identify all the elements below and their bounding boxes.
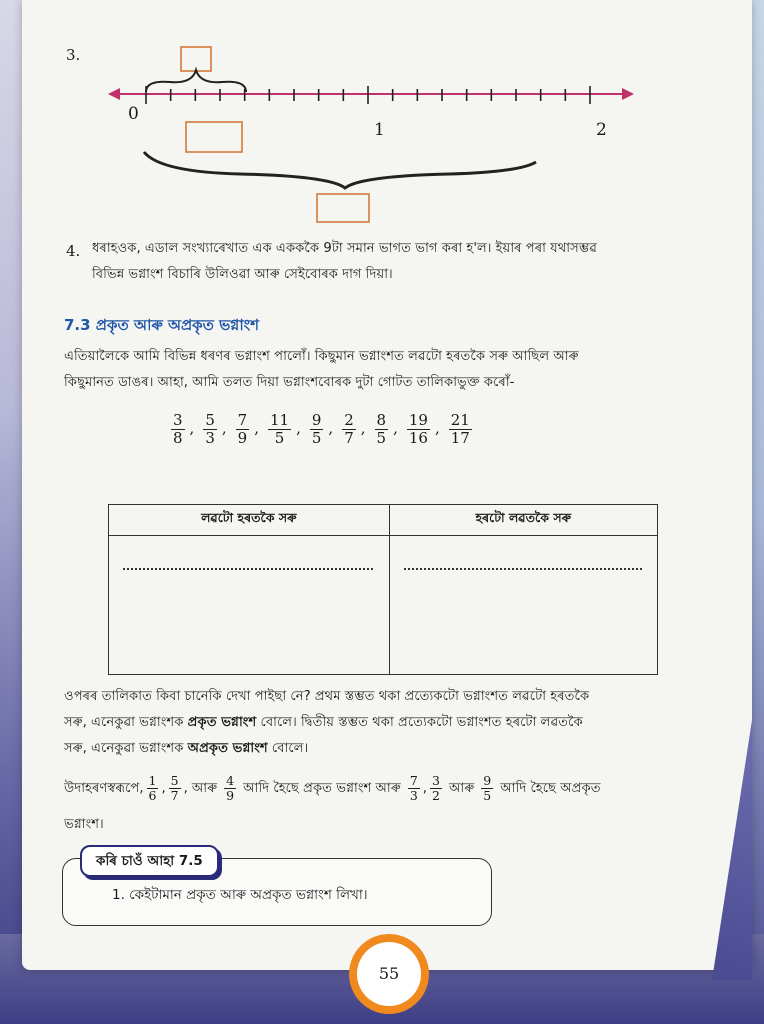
examples-improper-text: আদি হৈছে অপ্ৰকৃত: [500, 780, 601, 796]
fraction-separator: ,: [221, 419, 227, 437]
dotted-answer-line-2: [404, 558, 642, 570]
table-header-row: [109, 505, 658, 536]
brace-large: [144, 152, 536, 188]
fraction-separator: ,: [328, 419, 334, 437]
fraction-item: $\frac{2}{7}$: [344, 411, 354, 447]
explanation-line-2-end: বোলে। দ্বিতীয় স্তম্ভত থকা প্ৰত্যেকটো ভগ্নাংশত হৰটো লৱতকৈ: [256, 715, 583, 730]
example-proper-fraction: $\frac{4}{9}$: [226, 773, 235, 803]
dotted-answer-line-1: [123, 558, 373, 570]
page-corner-decoration: [712, 720, 752, 980]
page-number: 55: [357, 942, 421, 1006]
fraction-item: $\frac{5}{3}$: [205, 411, 215, 447]
examples-lead: উদাহৰণস্বৰূপে,: [64, 780, 144, 796]
exercise-4-text: [92, 236, 712, 288]
table-cell-proper[interactable]: [109, 536, 390, 675]
fraction-item: $\frac{11}{5}$: [269, 411, 290, 447]
intro-paragraph: [64, 344, 704, 396]
number-line-label-0: 0: [128, 104, 139, 124]
examples-proper-text: আদি হৈছে প্ৰকৃত ভগ্নাংশ আৰু: [243, 780, 401, 796]
example-improper-fraction: $\frac{9}{5}$: [483, 773, 492, 803]
explanation-line-3: [64, 736, 704, 762]
section-heading: 7.3 প্ৰকৃত আৰু অপ্ৰকৃত ভগ্নাংশ: [64, 316, 260, 334]
fraction-item: $\frac{9}{5}$: [311, 411, 322, 447]
example-proper-fraction: $\frac{5}{7}$: [170, 773, 179, 803]
fraction-item: $\frac{7}{9}$: [237, 411, 248, 447]
exercise-3-number: 3.: [66, 46, 81, 64]
explanation-line-2-start: সৰু, এনেকুৱা ভগ্নাংশক: [64, 715, 188, 730]
example-improper-fraction: $\frac{3}{2}$: [431, 773, 440, 803]
try-these-title: কৰি চাওঁ আহা 7.5: [80, 845, 219, 877]
table-cell-improper[interactable]: [389, 536, 657, 675]
explanation-line-1: ওপৰৰ তালিকাত কিবা চানেকি দেখা পাইছা নে? প্ৰথম স্তম্ভত থকা প্ৰত্যেকটো ভগ্নাংশত লৱটো হৰতকৈ: [64, 689, 590, 704]
fraction-separator: ,: [296, 419, 301, 437]
fraction-item: $\frac{21}{17}$: [450, 411, 470, 447]
number-line-label-1: 1: [374, 120, 385, 140]
table-body-row: [109, 536, 658, 675]
fraction-item: $\frac{3}{8}$: [173, 411, 183, 447]
term-proper-fraction: প্ৰকৃত ভগ্নাংশ: [187, 715, 257, 730]
fraction-separator: ,: [189, 419, 195, 437]
examples-and-2: আৰু: [448, 780, 475, 796]
fraction-list: [168, 412, 475, 447]
explanation-line-3-start: সৰু, এনেকুৱা ভগ্নাংশক: [64, 741, 188, 756]
arrow-right-icon: [622, 88, 634, 100]
fraction-separator: ,: [360, 419, 366, 437]
answer-box-middle: [186, 122, 242, 152]
number-line-label-2: 2: [596, 120, 607, 140]
table-header-denominator-smaller: হৰটো লৱতকৈ সৰু: [389, 505, 657, 536]
number-line-figure: [100, 40, 640, 230]
fraction-item: $\frac{8}{5}$: [376, 411, 387, 447]
fraction-item: $\frac{19}{16}$: [408, 411, 428, 447]
examples-tail: ভগ্নাংশ।: [64, 817, 104, 832]
brace-small: [146, 70, 246, 92]
examples-line: উদাহৰণস্বৰূপে, $\frac{1}{6}$ , $\frac{5}{7}$ , আৰু $\frac{4}{9}$ আদি হৈছে প্ৰকৃত ভগ্নাংশ আৰু $\frac{7}{3}$ , $\frac{3}{2}$ আৰু $\frac{9}{5}$ আদি হৈছে অপ্ৰকৃত: [64, 773, 601, 803]
exercise-4-line-1: ধৰাহওক, এডাল সংখ্যাৰেখাত এক একককৈ 9টা সমান ভাগত ভাগ কৰা হ'ল। ইয়াৰ পৰা যথাসম্ভৱ: [92, 241, 597, 256]
arrow-left-icon: [108, 88, 120, 100]
classification-table: [108, 504, 658, 675]
table-header-numerator-smaller: লৱটো হৰতকৈ সৰু: [109, 505, 390, 536]
answer-box-bottom: [317, 194, 369, 222]
example-proper-fraction: $\frac{1}{6}$: [148, 773, 157, 803]
explanation-paragraph: [64, 684, 704, 762]
explanation-line-2: [64, 710, 704, 736]
try-these-item-1: 1. কেইটামান প্ৰকৃত আৰু অপ্ৰকৃত ভগ্নাংশ লিখা।: [112, 887, 368, 903]
intro-line-1: এতিয়ালৈকে আমি বিভিন্ন ধৰণৰ ভগ্নাংশ পালোঁ। কিছুমান ভগ্নাংশত লৱটো হৰতকৈ সৰু আছিল আৰু: [64, 349, 579, 364]
fraction-separator: ,: [254, 419, 259, 437]
term-improper-fraction: অপ্ৰকৃত ভগ্নাংশ: [187, 741, 268, 756]
exercise-4-number: 4.: [66, 242, 81, 260]
fraction-separator: ,: [393, 419, 398, 437]
explanation-line-3-end: বোলে।: [267, 741, 309, 756]
intro-line-2: কিছুমানত ডাঙৰ। আহা, আমি তলত দিয়া ভগ্নাংশবোৰক দুটা গোটত তালিকাভুক্ত কৰোঁ-: [64, 375, 515, 390]
examples-and: আৰু: [191, 780, 218, 796]
exercise-4-line-2: বিভিন্ন ভগ্নাংশ বিচাৰি উলিওৱা আৰু সেইবোৰক দাগ দিয়া।: [92, 267, 393, 282]
example-improper-fraction: $\frac{7}{3}$: [409, 773, 418, 803]
fraction-separator: ,: [434, 419, 440, 437]
